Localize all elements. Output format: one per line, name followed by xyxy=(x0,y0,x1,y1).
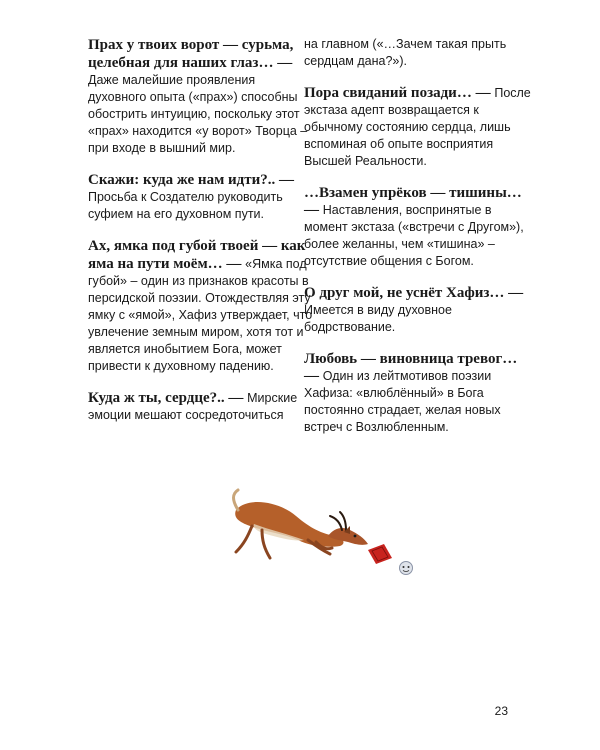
left-column xyxy=(88,36,316,438)
entry-text: Один из лейтмотивов поэзии Хафиза: «влюблённый» в Бога постоянно страдает, желая новых встреч с Возлюбленным. xyxy=(304,369,501,434)
entry-dash: — xyxy=(471,85,495,101)
glossary-entry xyxy=(88,389,316,424)
entry-text: «Ямка под губой» – один из признаков красоты в персидской поэзии. Отождествляя эту ямку с «ямой», Хафиз утверждает, что увлечение земным миром, хотя тот и является инобытием Бога, может привести к духовному падению. xyxy=(88,257,313,373)
continuation-text xyxy=(304,36,532,70)
entry-dash: — xyxy=(273,55,293,71)
entry-text: После экстаза адепт возвращается к обычному состоянию сердца, лишь вспоминая об опыте восприятия Высшей Реальности. xyxy=(304,86,531,168)
entry-text: Даже малейшие проявления духовного опыта («прах») способны обострить интуицию, поскольку этот «прах» находится «у ворот» Творца – при входе в вышний мир. xyxy=(88,73,308,155)
glossary-entry xyxy=(88,36,316,157)
entry-dash: — xyxy=(224,390,248,406)
entry-heading: Пора свиданий позади… xyxy=(304,85,472,101)
continuation-body: на главном («…Зачем такая прыть сердцам дана?»). xyxy=(304,37,507,68)
glossary-entry xyxy=(304,350,532,436)
entry-dash: — xyxy=(275,172,295,188)
entry-text: Мирские эмоции мешают сосредоточиться xyxy=(88,391,298,422)
entry-heading: Ах, ямка под губой твоей — как яма на пути моём… xyxy=(88,238,306,272)
entry-text: Просьба к Создателю руководить суфием на его духовном пути. xyxy=(88,190,283,221)
glossary-entry xyxy=(88,171,316,223)
entry-text: Имеется в виду духовное бодрствование. xyxy=(304,303,452,334)
glossary-entry xyxy=(304,84,532,170)
face-icon xyxy=(400,562,413,575)
entry-dash: — xyxy=(504,285,524,301)
gazelle-icon xyxy=(234,490,369,558)
entry-heading: Скажи: куда же нам идти?.. xyxy=(88,172,276,188)
glossary-entry xyxy=(88,237,316,375)
page-number: 23 xyxy=(494,704,508,718)
gazelle-illustration xyxy=(218,488,428,588)
entry-heading: Любовь — виновница тревог… xyxy=(304,351,518,367)
entry-heading: О друг мой, не уснёт Хафиз… xyxy=(304,285,505,301)
right-column xyxy=(304,36,532,450)
entry-dash: — xyxy=(304,368,323,384)
book-icon xyxy=(368,544,392,564)
entry-heading: Куда ж ты, сердце?.. xyxy=(88,390,225,406)
entry-dash: — xyxy=(304,202,323,218)
entry-heading: Прах у твоих ворот — сурьма, целебная для наших глаз… xyxy=(88,37,294,71)
entry-heading: …Взамен упрёков — тишины… xyxy=(304,185,522,201)
glossary-entry xyxy=(304,184,532,270)
glossary-entry xyxy=(304,284,532,336)
entry-text: Наставления, воспринятые в момент экстаза («встречи с Другом»), более желанны, чем «тишина» – отсутствие общения с Богом. xyxy=(304,203,524,268)
entry-dash: — xyxy=(222,256,246,272)
